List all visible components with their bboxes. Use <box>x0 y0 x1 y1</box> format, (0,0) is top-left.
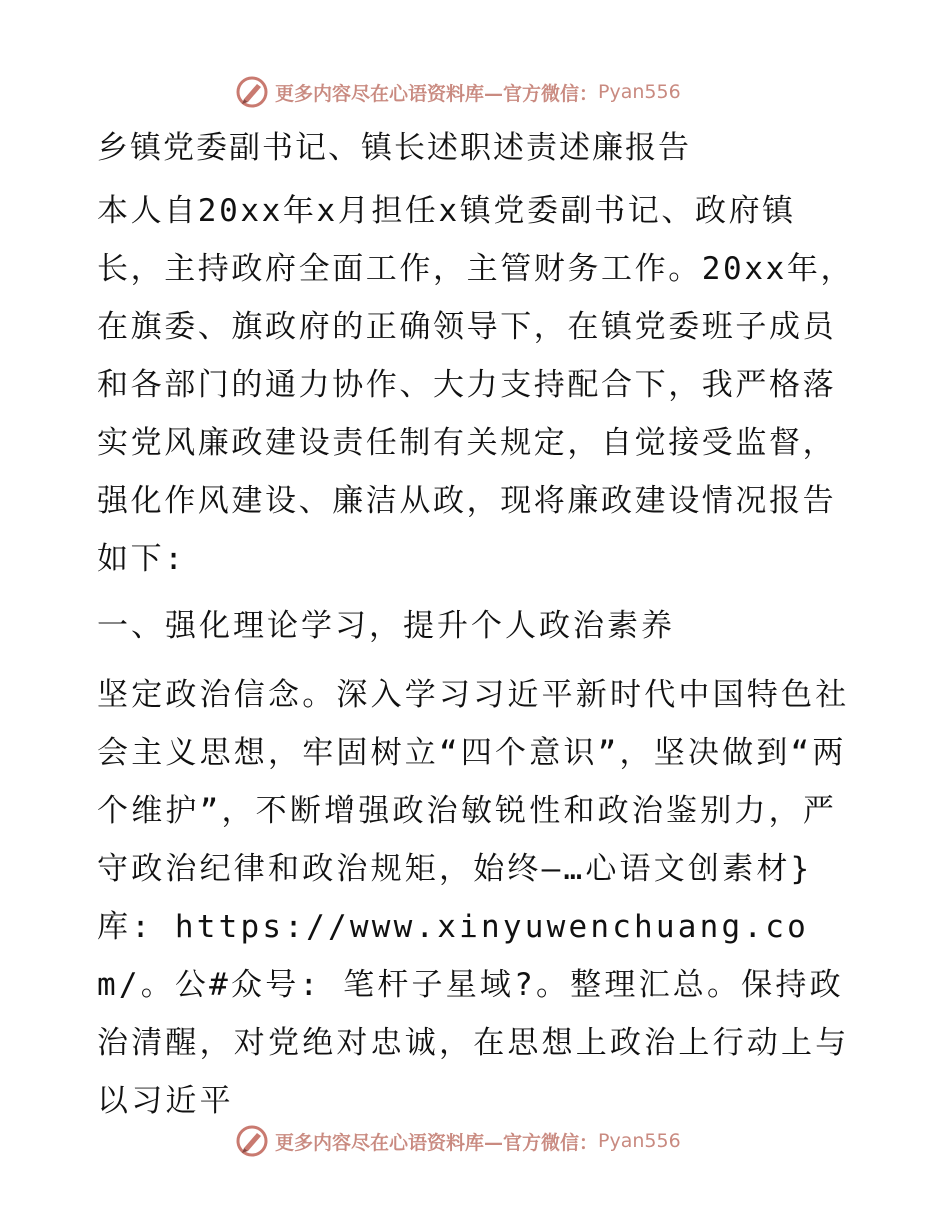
banner-wechat-id: Pyan556 <box>598 81 681 103</box>
pen-seal-logo-icon <box>235 75 269 109</box>
document-title: 乡镇党委副书记、镇长述职述责述廉报告 <box>97 130 691 166</box>
banner-text: 更多内容尽在心语资料库—官方微信： <box>275 82 599 105</box>
footer-watermark-banner <box>235 1121 681 1161</box>
pen-seal-logo-icon <box>235 1124 269 1158</box>
section-heading: 一、强化理论学习，提升个人政治素养 <box>97 608 675 644</box>
document-body <box>97 122 857 1140</box>
header-watermark-banner <box>235 72 681 112</box>
paragraph-intro: 本人自20xx年x月担任x镇党委副书记、政府镇长，主持政府全面工作，主管财务工作。20xx年，在旗委、旗政府的正确领导下，在镇党委班子成员和各部门的通力协作、大力支持配合下，我严格落实党风廉政建设责任制有关规定，自觉接受监督，强化作风建设、廉洁从政，现将廉政建设情况报告如下: <box>97 193 855 577</box>
banner-text: 更多内容尽在心语资料库—官方微信： <box>275 1131 599 1154</box>
banner-wechat-id: Pyan556 <box>598 1130 681 1152</box>
paragraph-section-one: 坚定政治信念。深入学习习近平新时代中国特色社会主义思想，牢固树立“四个意识”，坚决做到“两个维护”，不断增强政治敏锐性和政治鉴别力，严守政治纪律和政治规矩，始终—…心语文创素材}库: https://www.xinyuwenchuang.com/。公#众号: 笔杆子星域?。整理汇总。保持政治清醒，对党绝对忠诚，在思想上政治上行动上与以习近平 <box>97 677 850 1119</box>
